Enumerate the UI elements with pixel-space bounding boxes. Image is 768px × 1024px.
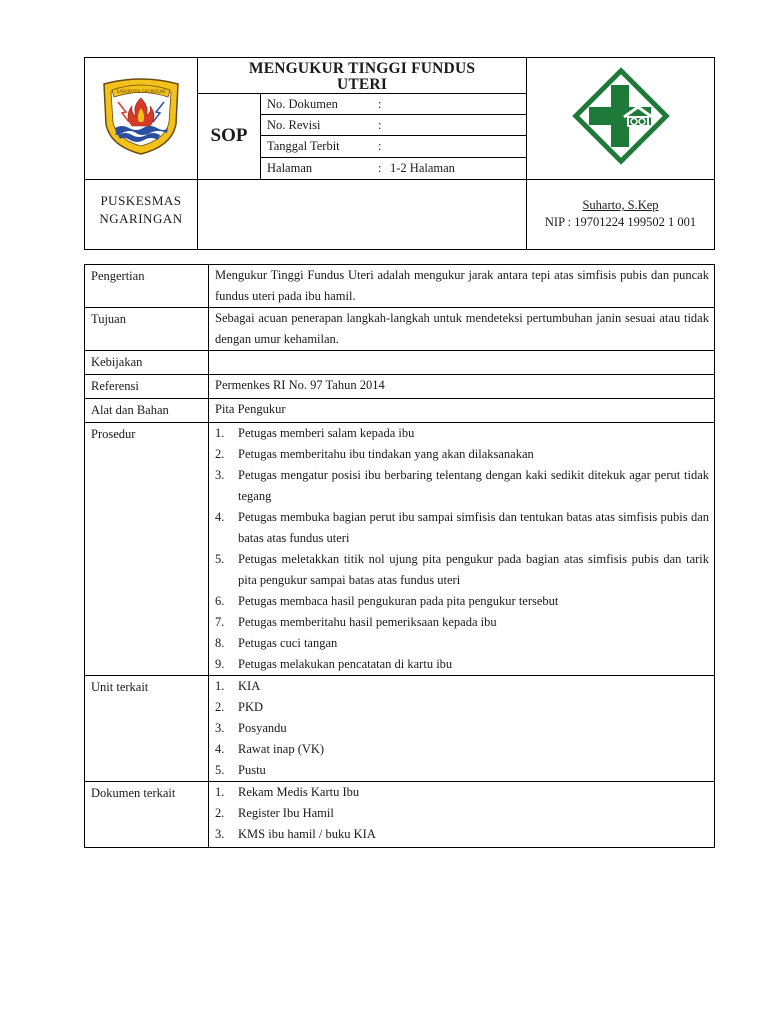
list-item xyxy=(215,612,709,633)
row-tujuan xyxy=(85,308,715,351)
row-alat-dan-bahan xyxy=(85,399,715,423)
meta-value: 1-2 Halaman xyxy=(390,160,455,175)
list-item xyxy=(215,423,709,444)
unit-list xyxy=(215,676,709,781)
item-text: Rekam Medis Kartu Ibu xyxy=(238,785,360,799)
item-text: Petugas melakukan pencatatan di kartu ibu xyxy=(238,657,453,671)
list-item xyxy=(215,549,709,591)
item-number: 3. xyxy=(215,827,225,841)
sop-content-table xyxy=(84,264,715,848)
list-item xyxy=(215,591,709,612)
prosedur-list xyxy=(215,423,709,675)
signatory-nip: NIP : 19701224 199502 1 001 xyxy=(544,215,697,230)
meta-colon: : xyxy=(378,138,382,153)
meta-colon: : xyxy=(378,117,382,132)
list-item xyxy=(215,760,709,781)
item-text: Register Ibu Hamil xyxy=(238,806,334,820)
item-number: 3. xyxy=(215,468,225,482)
item-text: PKD xyxy=(238,700,264,714)
list-item xyxy=(215,676,709,697)
item-number: 9. xyxy=(215,657,225,671)
left-logo-cell xyxy=(85,58,198,180)
row-value xyxy=(209,423,715,676)
signature-space xyxy=(198,179,527,249)
row-value: Pita Pengukur xyxy=(209,399,715,423)
list-item xyxy=(215,465,709,507)
item-text: Petugas mengatur posisi ibu berbaring telentang dengan kaki sedikit ditekuk agar perut tidak tegang xyxy=(238,468,709,503)
row-dokumen-terkait xyxy=(85,782,715,848)
list-item xyxy=(215,633,709,654)
item-text: Posyandu xyxy=(238,721,287,735)
meta-label: No. Dokumen xyxy=(267,96,338,111)
item-text: Petugas memberi salam kepada ibu xyxy=(238,426,415,440)
list-item xyxy=(215,507,709,549)
list-item xyxy=(215,803,709,824)
item-number: 8. xyxy=(215,636,225,650)
row-value xyxy=(209,676,715,782)
meta-halaman xyxy=(261,157,527,179)
kabupaten-emblem-icon xyxy=(98,76,184,156)
row-label: Unit terkait xyxy=(85,676,209,782)
item-number: 5. xyxy=(215,552,225,566)
svg-text:KABUPATEN GROBOGAN: KABUPATEN GROBOGAN xyxy=(116,88,166,94)
item-text: Petugas membaca hasil pengukuran pada pita pengukur tersebut xyxy=(238,594,559,608)
item-number: 4. xyxy=(215,510,225,524)
row-label: Prosedur xyxy=(85,423,209,676)
document-title xyxy=(198,58,527,94)
right-logo-cell xyxy=(527,58,715,180)
row-value: Sebagai acuan penerapan langkah-langkah untuk mendeteksi pertumbuhan janin sesuai atau tidak dengan umur kehamilan. xyxy=(209,308,715,351)
meta-label: Tanggal Terbit xyxy=(267,138,340,153)
dokumen-list xyxy=(215,782,709,845)
item-text: Petugas membuka bagian perut ibu sampai simfisis dan tentukan batas atas simfisis pubis dan batas atas fundus uteri xyxy=(238,510,709,545)
item-number: 2. xyxy=(215,806,225,820)
title-line-2: UTERI xyxy=(336,75,388,93)
row-value xyxy=(209,351,715,375)
row-pengertian xyxy=(85,265,715,308)
item-text: Petugas memberitahu ibu tindakan yang akan dilaksanakan xyxy=(238,447,534,461)
list-item xyxy=(215,654,709,675)
item-text: Pustu xyxy=(238,763,266,777)
row-referensi xyxy=(85,375,715,399)
title-line-1: MENGUKUR TINGGI FUNDUS xyxy=(248,59,476,77)
signatory-block xyxy=(527,179,715,249)
item-number: 1. xyxy=(215,426,225,440)
signatory-name: Suharto, S.Kep xyxy=(582,198,659,213)
item-text: Rawat inap (VK) xyxy=(238,742,325,756)
item-number: 1. xyxy=(215,679,225,693)
list-item xyxy=(215,824,709,845)
item-text: Petugas memberitahu hasil pemeriksaan kepada ibu xyxy=(238,615,497,629)
org-line-2: NGARINGAN xyxy=(99,210,183,226)
meta-tanggal-terbit xyxy=(261,136,527,157)
item-number: 3. xyxy=(215,721,225,735)
row-value: Mengukur Tinggi Fundus Uteri adalah mengukur jarak antara tepi atas simfisis pubis dan puncak fundus uteri pada ibu hamil. xyxy=(209,265,715,308)
row-value: Permenkes RI No. 97 Tahun 2014 xyxy=(209,375,715,399)
list-item xyxy=(215,718,709,739)
row-unit-terkait xyxy=(85,676,715,782)
item-text: KMS ibu hamil / buku KIA xyxy=(238,827,376,841)
row-value xyxy=(209,782,715,848)
item-text: KIA xyxy=(238,679,261,693)
item-number: 4. xyxy=(215,742,225,756)
item-number: 1. xyxy=(215,785,225,799)
org-line-1: PUSKESMAS xyxy=(100,192,182,208)
item-number: 2. xyxy=(215,700,225,714)
list-item xyxy=(215,444,709,465)
row-label: Dokumen terkait xyxy=(85,782,209,848)
meta-label: Halaman xyxy=(267,160,313,175)
meta-colon: : xyxy=(378,160,382,175)
organization-name xyxy=(85,179,198,249)
row-label: Kebijakan xyxy=(85,351,209,375)
list-item xyxy=(215,697,709,718)
list-item xyxy=(215,739,709,760)
item-text: Petugas meletakkan titik nol ujung pita pengukur pada bagian atas simfisis pubis dan tarik pita pengukur sampai batas atas fundus uteri xyxy=(238,552,709,587)
row-kebijakan xyxy=(85,351,715,375)
item-number: 6. xyxy=(215,594,225,608)
item-text: Petugas cuci tangan xyxy=(238,636,338,650)
meta-no-revisi xyxy=(261,115,527,136)
row-label: Referensi xyxy=(85,375,209,399)
sop-header-table xyxy=(84,57,715,250)
meta-no-dokumen xyxy=(261,94,527,115)
row-label: Pengertian xyxy=(85,265,209,308)
meta-label: No. Revisi xyxy=(267,117,321,132)
row-prosedur xyxy=(85,423,715,676)
list-item xyxy=(215,782,709,803)
meta-colon: : xyxy=(378,96,382,111)
sop-label: SOP xyxy=(198,94,261,179)
item-number: 5. xyxy=(215,763,225,777)
row-label: Alat dan Bahan xyxy=(85,399,209,423)
item-number: 2. xyxy=(215,447,225,461)
item-number: 7. xyxy=(215,615,225,629)
row-label: Tujuan xyxy=(85,308,209,351)
puskesmas-logo-icon xyxy=(572,67,670,165)
